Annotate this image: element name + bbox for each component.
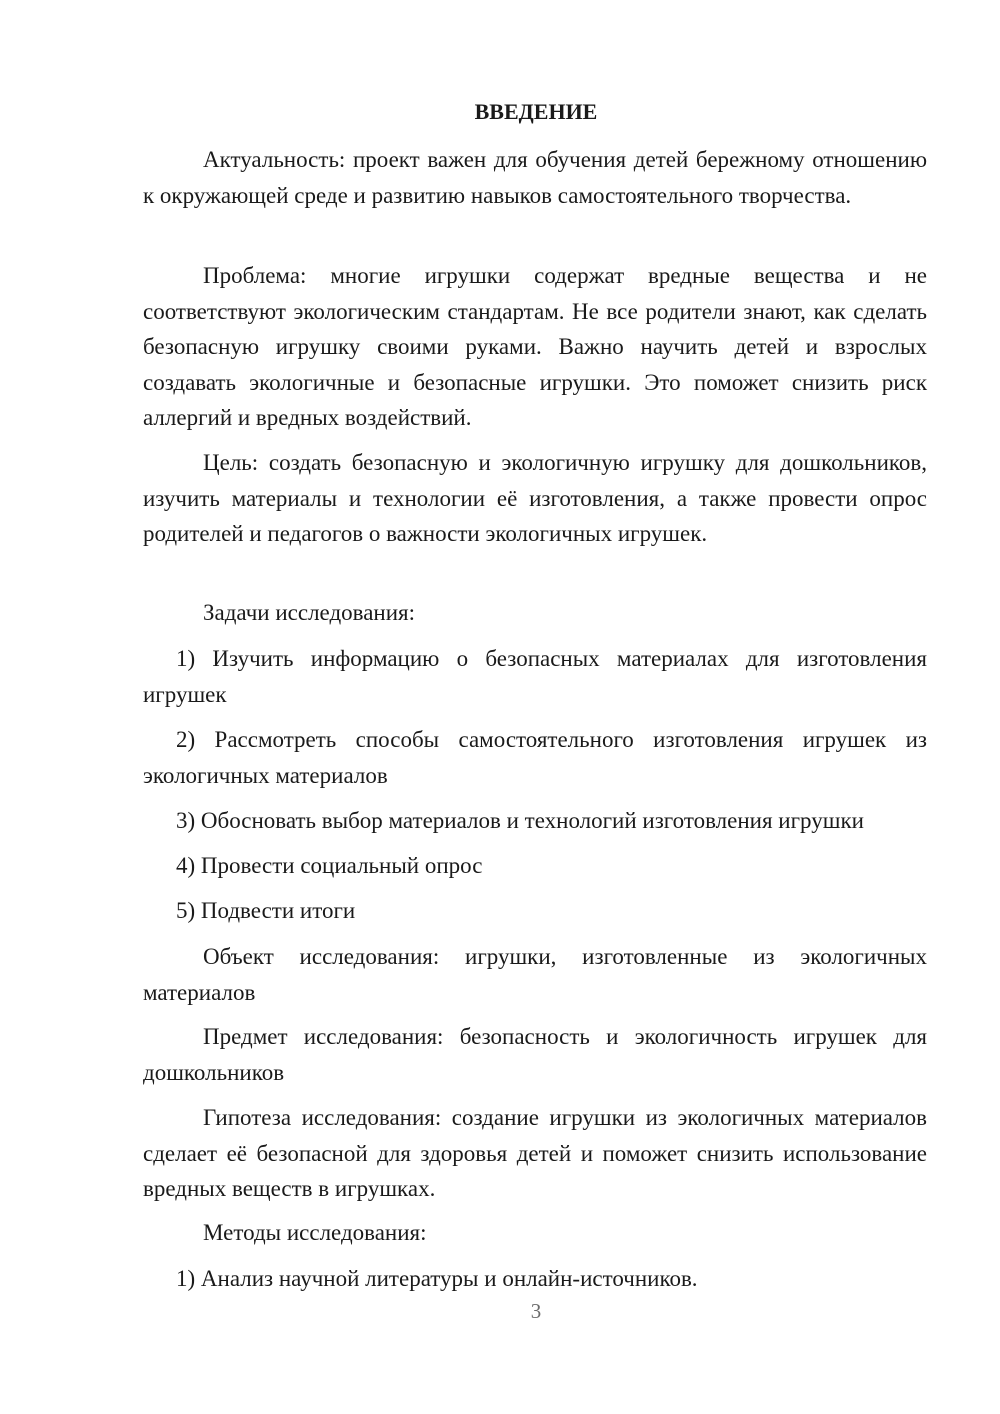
task-item: 3) Обосновать выбор материалов и технологий изготовления игрушки bbox=[176, 808, 864, 833]
task-item: 4) Провести социальный опрос bbox=[176, 853, 483, 878]
tasks-heading: Задачи исследования: bbox=[203, 600, 416, 625]
subject-paragraph: Предмет исследования: безопасность и экологичность игрушек для дошкольников bbox=[143, 1024, 927, 1085]
relevance-paragraph: Актуальность: проект важен для обучения детей бережному отношению к окружающей среде и развитию навыков самостоятельного творчества. bbox=[143, 147, 927, 208]
task-item: 2) Рассмотреть способы самостоятельного изготовления игрушек из экологичных материалов bbox=[143, 727, 927, 788]
object-paragraph: Объект исследования: игрушки, изготовленные из экологичных материалов bbox=[143, 944, 927, 1005]
task-item: 1) Изучить информацию о безопасных материалах для изготовления игрушек bbox=[143, 646, 927, 707]
problem-paragraph: Проблема: многие игрушки содержат вредные вещества и не соответствуют экологическим стандартам. Не все родители знают, как сделать безопасную игрушку своими руками. Важно научить детей и взрослых создавать экологичные и безопасные игрушки. Это поможет снизить риск аллергий и вредных воздействий. bbox=[143, 263, 927, 430]
goal-paragraph: Цель: создать безопасную и экологичную игрушку для дошкольников, изучить материалы и технологии её изготовления, а также провести опрос родителей и педагогов о важности экологичных игрушек. bbox=[143, 450, 927, 546]
method-item: 1) Анализ научной литературы и онлайн-источников. bbox=[176, 1266, 698, 1291]
task-item: 5) Подвести итоги bbox=[176, 898, 356, 923]
page-number: 3 bbox=[530, 1299, 542, 1323]
hypothesis-paragraph: Гипотеза исследования: создание игрушки из экологичных материалов сделает её безопасной для здоровья детей и поможет снизить использование вредных веществ в игрушках. bbox=[143, 1105, 927, 1201]
methods-heading: Методы исследования: bbox=[203, 1220, 427, 1245]
section-title: ВВЕДЕНИЕ bbox=[474, 99, 598, 124]
